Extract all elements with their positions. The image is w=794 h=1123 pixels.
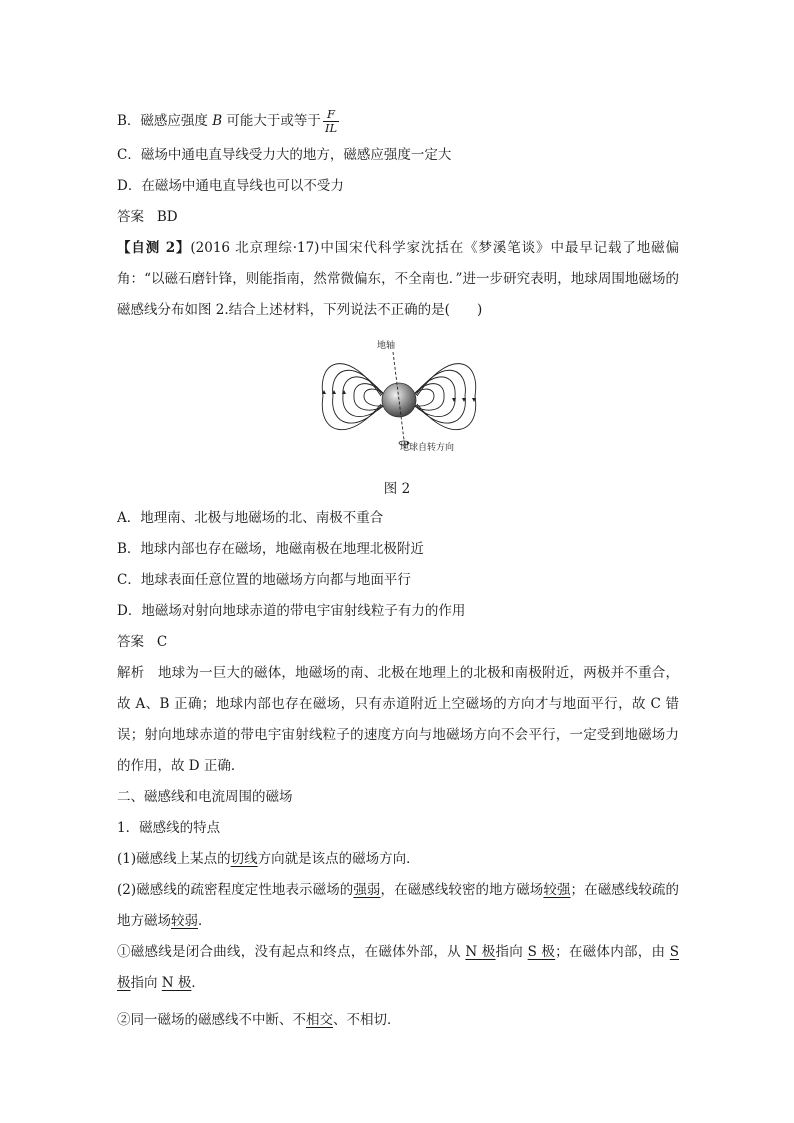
figure-caption: 图 2 bbox=[383, 481, 411, 497]
fraction-f-over-il bbox=[323, 108, 339, 135]
analysis-label: 解析 bbox=[117, 665, 145, 681]
p3-text-b: 指向 bbox=[495, 944, 528, 960]
answer-label: 答案 bbox=[117, 209, 144, 225]
paragraph-3 bbox=[117, 937, 679, 999]
p3-text-a: ①磁感线是闭合曲线，没有起点和终点，在磁体外部，从 bbox=[117, 944, 466, 960]
subsection-title: 1．磁感线的特点 bbox=[117, 820, 221, 836]
field-line-right-1 bbox=[417, 364, 476, 430]
answer-label: 答案 bbox=[117, 634, 144, 650]
p1-text-a: (1)磁感线上某点的 bbox=[117, 851, 231, 867]
analysis-block bbox=[117, 658, 679, 782]
option-d-top: D．在磁场中通电直导线也可以不受力 bbox=[117, 178, 344, 194]
variable-b: B bbox=[212, 113, 223, 129]
field-line-left-1 bbox=[322, 364, 381, 430]
p2-text-b: ，在磁感线较密的地方磁场 bbox=[380, 882, 544, 898]
option-b-text: B．磁感应强度 bbox=[117, 113, 213, 129]
paragraph-2 bbox=[117, 875, 679, 937]
option-b: B．地球内部也存在磁场，地磁南极在地理北极附近 bbox=[117, 541, 424, 557]
p4-underline: 相交 bbox=[306, 1012, 333, 1028]
fraction-numerator: F bbox=[323, 108, 339, 122]
p2-underline-2: 较强 bbox=[543, 882, 571, 898]
paragraph-1 bbox=[117, 849, 679, 869]
question-tag: 【自测 2】 bbox=[117, 240, 191, 256]
p3-text-c: ；在磁体内部，由 bbox=[555, 944, 670, 960]
p1-underline: 切线 bbox=[230, 851, 258, 867]
p3-underline-4: N 极 bbox=[161, 975, 192, 991]
p3-text-e: ． bbox=[191, 975, 205, 991]
option-b-suffix: 可能大于或等于 bbox=[222, 113, 321, 129]
p2-text-a: (2)磁感线的疏密程度定性地表示磁场的 bbox=[117, 882, 354, 898]
field-line-right-2 bbox=[416, 370, 465, 423]
analysis-text: 地球为一巨大的磁体，地磁场的南、北极在地理上的北极和南极附近，两极并不重合，故 A、B 正确；地球内部也存在磁场，只有赤道附近上空磁场的方向才与地面平行，故 C 错误；射向地球赤道的带电宇宙射线粒子的速度方向与地磁场方向不会平行，一定受到地磁场力的作用，故 D 正确． bbox=[117, 665, 680, 774]
answer-1 bbox=[117, 207, 679, 227]
p3-underline-3: S 极 bbox=[117, 944, 680, 991]
earth-sphere bbox=[382, 383, 416, 417]
answer-value: C bbox=[156, 634, 168, 650]
p3-underline-2: S 极 bbox=[527, 944, 556, 960]
question-block bbox=[117, 233, 679, 326]
p1-text-b: 方向就是该点的磁场方向． bbox=[257, 851, 420, 867]
p2-text-c: ；在磁感线较疏的地方磁场 bbox=[117, 882, 680, 929]
p3-text-d: 指向 bbox=[130, 975, 162, 991]
option-c: C．地球表面任意位置的地磁场方向都与地面平行 bbox=[117, 572, 411, 588]
p2-underline-1: 强弱 bbox=[353, 882, 381, 898]
p4-text-b: 、不相切． bbox=[333, 1012, 401, 1028]
paragraph-4 bbox=[117, 1010, 679, 1030]
rotation-label: 地球自转方向 bbox=[400, 443, 455, 453]
section-heading: 二、磁感线和电流周围的磁场 bbox=[117, 789, 293, 805]
p4-text-a: ②同一磁场的磁感线不中断、不 bbox=[117, 1012, 306, 1028]
field-line-left-3 bbox=[343, 377, 383, 417]
answer-2 bbox=[117, 632, 679, 652]
earth-magnetic-field-figure bbox=[319, 338, 479, 460]
option-d: D．地磁场对射向地球赤道的带电宇宙射线粒子有力的作用 bbox=[117, 603, 466, 619]
p3-underline-1: N 极 bbox=[465, 944, 496, 960]
question-text: (2016 北京理综·17)中国宋代科学家沈括在《梦溪笔谈》中最早记载了地磁偏角：“以磁石磨针锋，则能指南，然常微偏东，不全南也．”进一步研究表明，地球周围地磁场的磁感线分布如图 2.结合上述材料，下列说法不正确的是( ) bbox=[117, 240, 679, 318]
option-b-top bbox=[117, 108, 679, 135]
p2-text-d: ． bbox=[198, 913, 212, 929]
field-line-left-2 bbox=[333, 370, 382, 423]
p2-underline-3: 较弱 bbox=[171, 913, 198, 929]
field-line-right-3 bbox=[415, 377, 455, 417]
axis-label: 地轴 bbox=[377, 341, 396, 351]
answer-value: BD bbox=[156, 209, 178, 225]
fraction-denominator: IL bbox=[324, 121, 338, 135]
option-c-top: C．磁场中通电直导线受力大的地方，磁感应强度一定大 bbox=[117, 147, 452, 163]
option-a: A．地理南、北极与地磁场的北、南极不重合 bbox=[117, 510, 384, 526]
